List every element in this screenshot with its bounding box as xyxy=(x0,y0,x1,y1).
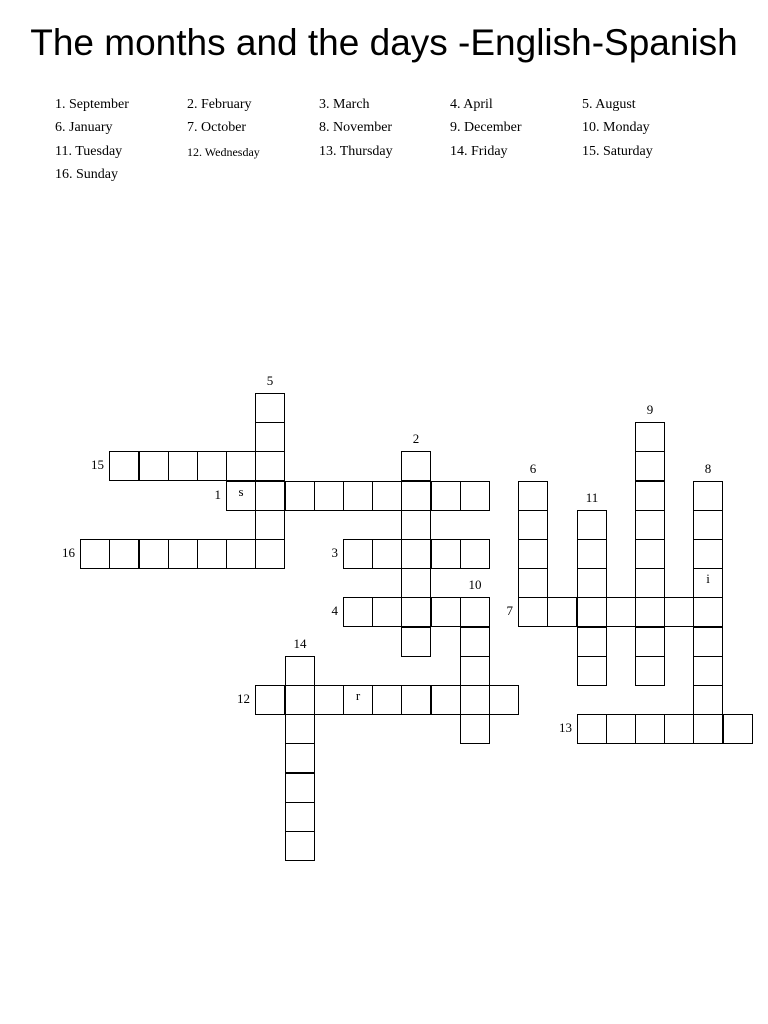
grid-cell[interactable] xyxy=(635,568,665,598)
clue-number: 8 xyxy=(704,461,712,476)
grid-cell[interactable] xyxy=(489,685,519,715)
grid-cell[interactable] xyxy=(285,481,315,511)
grid-cell[interactable] xyxy=(577,510,607,540)
clue-number: 7 xyxy=(506,603,513,618)
grid-cell[interactable] xyxy=(372,539,402,569)
grid-cell[interactable] xyxy=(255,685,285,715)
grid-cell[interactable] xyxy=(547,597,577,627)
grid-cell[interactable] xyxy=(255,393,285,423)
word-bank-item: 8. November xyxy=(319,120,393,135)
word-bank-item: 9. December xyxy=(450,120,522,135)
grid-cell[interactable] xyxy=(635,481,665,511)
grid-cell[interactable] xyxy=(693,656,723,686)
grid-cell[interactable] xyxy=(577,714,607,744)
grid-cell[interactable] xyxy=(635,714,665,744)
word-bank-item: 4. April xyxy=(450,97,493,112)
grid-cell[interactable] xyxy=(255,451,285,481)
grid-cell[interactable] xyxy=(635,510,665,540)
grid-cell[interactable] xyxy=(460,597,490,627)
grid-cell[interactable] xyxy=(518,597,548,627)
word-bank-item: 15. Saturday xyxy=(582,144,653,159)
grid-cell[interactable] xyxy=(401,685,431,715)
grid-cell[interactable] xyxy=(285,685,315,715)
cell-letter: i xyxy=(706,571,710,586)
grid-cell[interactable] xyxy=(401,568,431,598)
grid-cell[interactable] xyxy=(285,802,315,832)
word-bank-item: 1. September xyxy=(55,97,129,112)
word-bank-item: 6. January xyxy=(55,120,113,135)
grid-cell[interactable] xyxy=(460,481,490,511)
grid-cell[interactable] xyxy=(343,539,373,569)
clue-number: 3 xyxy=(331,545,338,560)
grid-cell[interactable] xyxy=(372,685,402,715)
grid-cell[interactable] xyxy=(168,539,198,569)
grid-cell[interactable] xyxy=(577,656,607,686)
grid-cell[interactable] xyxy=(401,597,431,627)
grid-cell[interactable] xyxy=(226,539,256,569)
grid-cell[interactable] xyxy=(109,451,139,481)
grid-cell[interactable] xyxy=(693,597,723,627)
clue-number: 13 xyxy=(559,720,572,735)
clue-number: 16 xyxy=(62,545,75,560)
clue-number: 15 xyxy=(91,457,104,472)
grid-cell[interactable] xyxy=(431,539,461,569)
grid-cell[interactable] xyxy=(314,685,344,715)
grid-cell[interactable] xyxy=(139,451,169,481)
grid-cell[interactable] xyxy=(285,773,315,803)
grid-cell[interactable] xyxy=(343,597,373,627)
grid-cell[interactable] xyxy=(372,481,402,511)
word-bank-item: 13. Thursday xyxy=(319,144,393,159)
grid-cell[interactable] xyxy=(693,714,723,744)
clue-number: 6 xyxy=(529,461,537,476)
grid-cell[interactable] xyxy=(255,481,285,511)
clue-number: 9 xyxy=(646,402,654,417)
grid-cell[interactable] xyxy=(343,481,373,511)
grid-cell[interactable] xyxy=(635,422,665,452)
grid-cell[interactable] xyxy=(343,685,373,715)
grid-cell[interactable] xyxy=(372,597,402,627)
word-bank-item: 10. Monday xyxy=(582,120,650,135)
grid-cell[interactable] xyxy=(460,539,490,569)
grid-cell[interactable] xyxy=(635,539,665,569)
grid-cell[interactable] xyxy=(693,539,723,569)
grid-cell[interactable] xyxy=(460,656,490,686)
grid-cell[interactable] xyxy=(577,539,607,569)
grid-cell[interactable] xyxy=(635,627,665,657)
clue-number: 1 xyxy=(214,487,221,502)
grid-cell[interactable] xyxy=(693,627,723,657)
grid-cell[interactable] xyxy=(693,568,723,598)
clue-number: 2 xyxy=(412,431,420,446)
word-bank-item: 3. March xyxy=(319,97,370,112)
grid-cell[interactable] xyxy=(664,597,694,627)
grid-cell[interactable] xyxy=(577,597,607,627)
grid-cell[interactable] xyxy=(460,714,490,744)
grid-cell[interactable] xyxy=(431,597,461,627)
grid-cell[interactable] xyxy=(606,597,636,627)
word-bank-item: 11. Tuesday xyxy=(55,144,123,159)
grid-cell[interactable] xyxy=(664,714,694,744)
cell-letter: r xyxy=(355,688,361,703)
grid-cell[interactable] xyxy=(109,539,139,569)
clue-number: 5 xyxy=(266,373,274,388)
word-bank-item: 16. Sunday xyxy=(55,167,118,182)
grid-cell[interactable] xyxy=(518,510,548,540)
grid-cell[interactable] xyxy=(255,510,285,540)
grid-cell[interactable] xyxy=(285,714,315,744)
grid-cell[interactable] xyxy=(285,656,315,686)
grid-cell[interactable] xyxy=(401,539,431,569)
grid-cell[interactable] xyxy=(693,481,723,511)
grid-cell[interactable] xyxy=(518,568,548,598)
grid-cell[interactable] xyxy=(285,831,315,861)
grid-cell[interactable] xyxy=(285,743,315,773)
grid-cell[interactable] xyxy=(314,481,344,511)
grid-cell[interactable] xyxy=(635,451,665,481)
grid-cell[interactable] xyxy=(635,656,665,686)
word-bank-item: 12. Wednesday xyxy=(187,145,260,159)
grid-cell[interactable] xyxy=(518,539,548,569)
word-bank-item: 14. Friday xyxy=(450,144,508,159)
clue-number: 4 xyxy=(331,603,338,618)
word-bank-item: 7. October xyxy=(187,120,247,135)
clue-number: 14 xyxy=(293,636,307,651)
grid-cell[interactable] xyxy=(197,451,227,481)
clue-number: 12 xyxy=(237,691,250,706)
clue-number: 11 xyxy=(585,490,599,505)
grid-cell[interactable] xyxy=(401,451,431,481)
grid-cell[interactable] xyxy=(431,481,461,511)
grid-cell[interactable] xyxy=(606,714,636,744)
page-title: The months and the days -English-Spanish xyxy=(30,22,738,63)
grid-cell[interactable] xyxy=(401,510,431,540)
grid-cell[interactable] xyxy=(401,627,431,657)
grid-cell[interactable] xyxy=(255,539,285,569)
grid-cell[interactable] xyxy=(518,481,548,511)
grid-cell[interactable] xyxy=(197,539,227,569)
grid-cell[interactable] xyxy=(226,451,256,481)
grid-cell[interactable] xyxy=(139,539,169,569)
grid-cell[interactable] xyxy=(255,422,285,452)
grid-cell[interactable] xyxy=(80,539,110,569)
grid-cell[interactable] xyxy=(460,685,490,715)
grid-cell[interactable] xyxy=(431,685,461,715)
grid-cell[interactable] xyxy=(693,685,723,715)
word-bank-item: 5. August xyxy=(582,97,636,112)
grid-cell[interactable] xyxy=(226,481,256,511)
grid-cell[interactable] xyxy=(723,714,753,744)
grid-cell[interactable] xyxy=(401,481,431,511)
clue-number: 10 xyxy=(468,577,482,592)
grid-cell[interactable] xyxy=(693,510,723,540)
grid-cell[interactable] xyxy=(577,627,607,657)
grid-cell[interactable] xyxy=(168,451,198,481)
grid-cell[interactable] xyxy=(577,568,607,598)
cell-letter: s xyxy=(238,484,244,499)
word-bank-item: 2. February xyxy=(187,97,252,112)
grid-cell[interactable] xyxy=(635,597,665,627)
grid-cell[interactable] xyxy=(460,627,490,657)
